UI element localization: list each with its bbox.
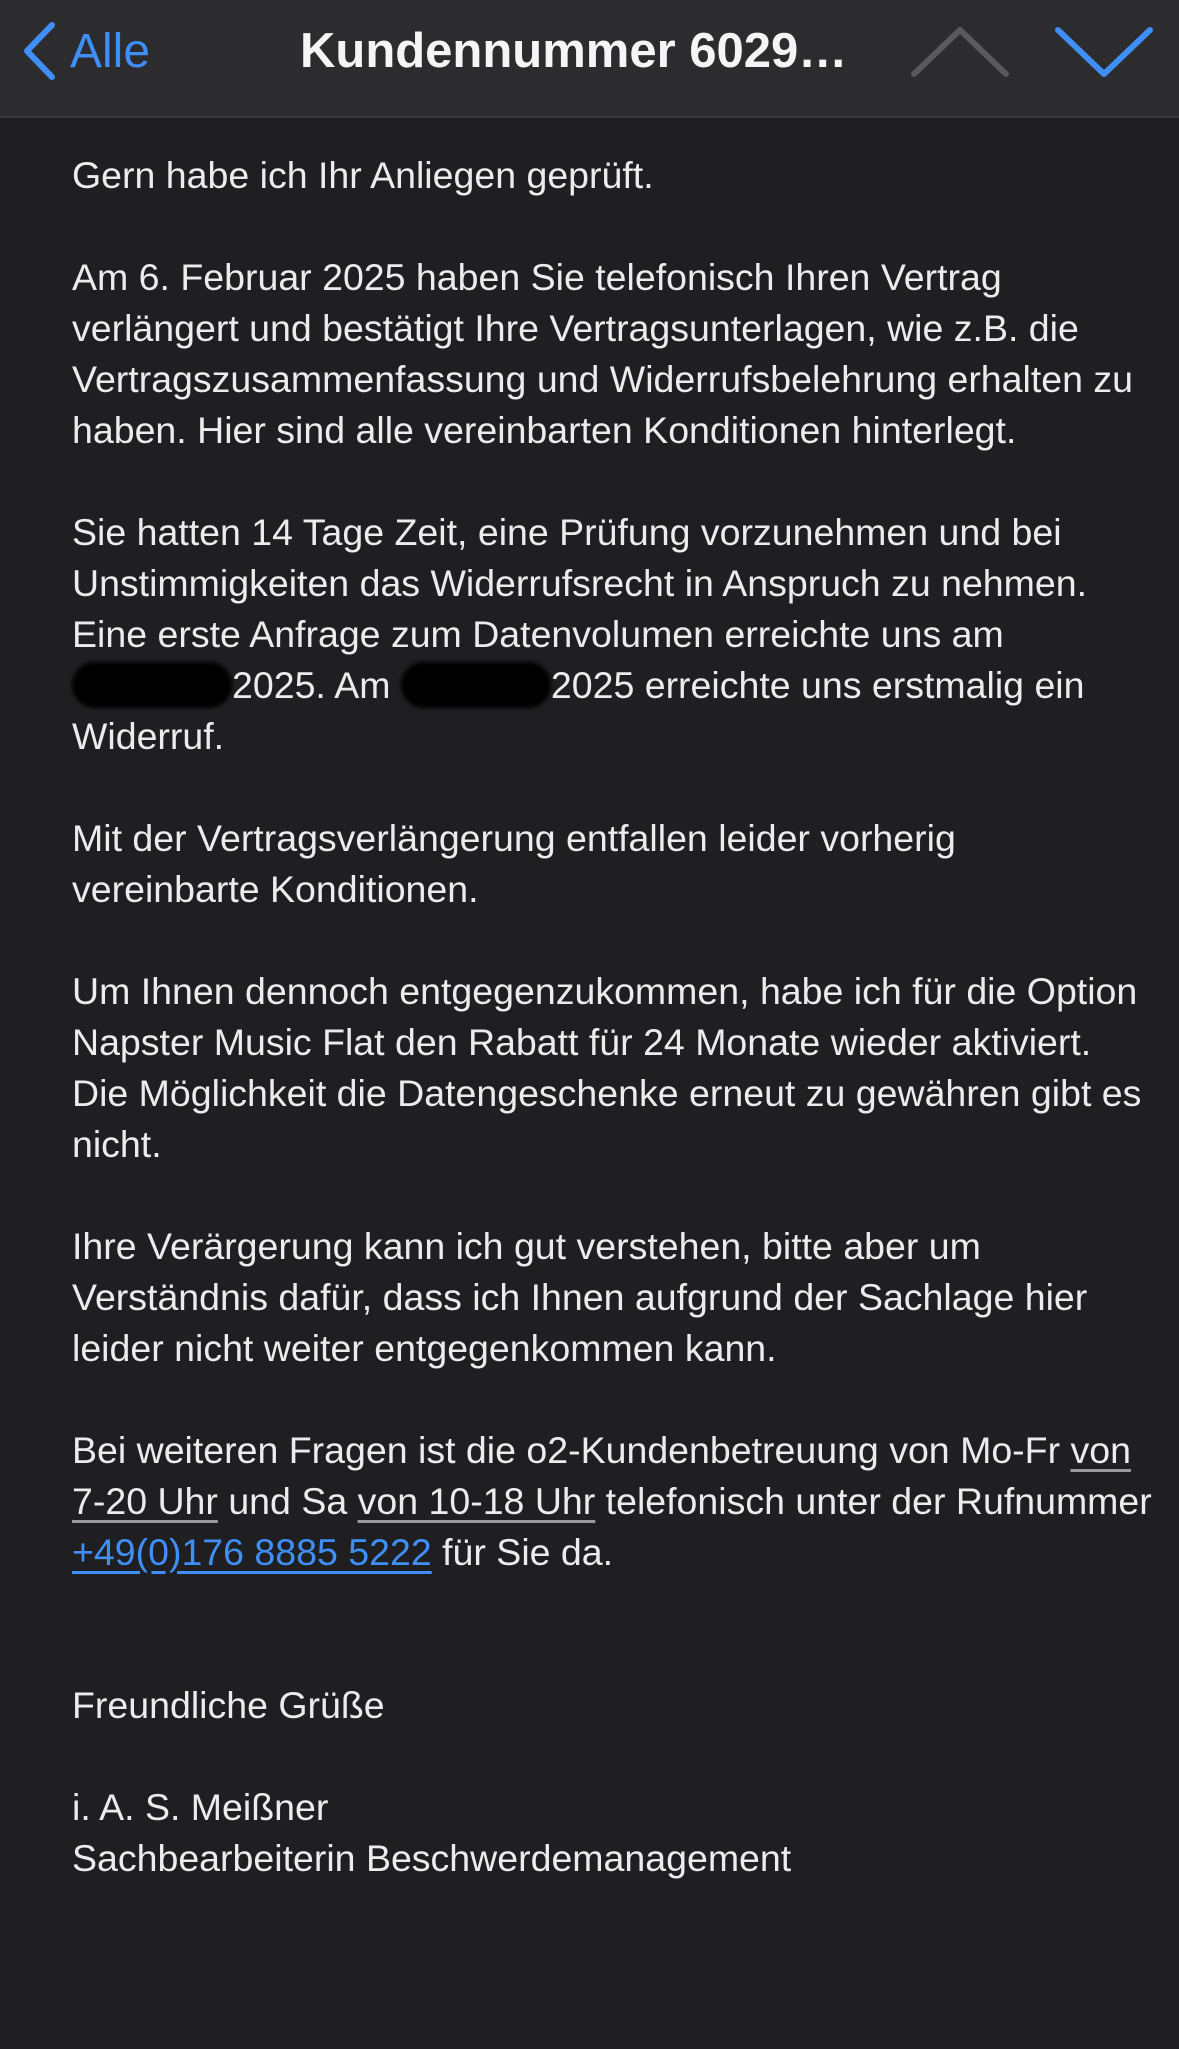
- message-subject-title: Kundennummer 6029…: [300, 24, 848, 78]
- paragraph-contact: [72, 1425, 1152, 1578]
- contact-text-a: Bei weiteren Fragen ist die o2-Kundenbetreuung von Mo-Fr: [72, 1429, 1061, 1471]
- phone-number-link[interactable]: +49(0)176 8885 5222: [72, 1531, 432, 1573]
- paragraph-understanding: Ihre Verärgerung kann ich gut verstehen, bitte aber um Verständnis dafür, dass ich Ihnen aufgrund der Sachlage hier leider nicht weiter entgegenkommen kann.: [72, 1225, 1088, 1369]
- chevron-up-icon: [910, 67, 1010, 84]
- chevron-left-icon: [22, 21, 56, 81]
- navigation-bar: [0, 0, 1179, 118]
- paragraph-withdrawal: [72, 507, 1152, 762]
- paragraph-intro: Gern habe ich Ihr Anliegen geprüft.: [72, 154, 654, 196]
- hours-weekday-link[interactable]: von 7-20 Uhr: [72, 1429, 1131, 1522]
- signature-block: [72, 1680, 1152, 1884]
- paragraph-withdrawal-text-a: Sie hatten 14 Tage Zeit, eine Prüfung vorzunehmen und bei Unstimmigkeiten das Widerrufsrecht in Anspruch zu nehmen. Eine erste Anfrage zum Datenvolumen erreichte uns am: [72, 511, 1088, 655]
- next-message-button[interactable]: [1054, 24, 1154, 80]
- signature-name: i. A. S. Meißner: [72, 1786, 329, 1828]
- redacted-date: [72, 662, 232, 708]
- back-label: Alle: [70, 24, 151, 78]
- contact-text-d: für Sie da.: [442, 1531, 614, 1573]
- redacted-date: [401, 662, 551, 708]
- paragraph-withdrawal-text-b: 2025. Am: [232, 664, 391, 706]
- message-body: [72, 150, 1152, 1884]
- signature-role: Sachbearbeiterin Beschwerdemanagement: [72, 1837, 792, 1879]
- closing-greeting: Freundliche Grüße: [72, 1684, 385, 1726]
- contact-text-b: und Sa: [228, 1480, 348, 1522]
- previous-message-button[interactable]: [910, 24, 1010, 80]
- hours-saturday-link[interactable]: von 10-18 Uhr: [357, 1480, 596, 1522]
- paragraph-conditions: Mit der Vertragsverlängerung entfallen leider vorherig vereinbarte Konditionen.: [72, 817, 956, 910]
- paragraph-discount: Um Ihnen dennoch entgegenzukommen, habe ich für die Option Napster Music Flat den Rabatt für 24 Monate wieder aktiviert. Die Möglichkeit die Datengeschenke erneut zu gewähren gibt es nicht.: [72, 970, 1142, 1165]
- paragraph-contract-extension: Am 6. Februar 2025 haben Sie telefonisch Ihren Vertrag verlängert und bestätigt Ihre Vertragsunterlagen, wie z.B. die Vertragszusammenfassung und Widerrufsbelehrung erhalten zu haben. Hier sind alle vereinbarten Konditionen hinterlegt.: [72, 256, 1134, 451]
- chevron-down-icon: [1054, 67, 1154, 84]
- contact-text-c: telefonisch unter der Rufnummer: [605, 1480, 1152, 1522]
- paragraph-withdrawal-text-c: 2025 erreichte uns erstmalig ein Widerruf.: [72, 664, 1085, 757]
- back-button[interactable]: [22, 16, 150, 86]
